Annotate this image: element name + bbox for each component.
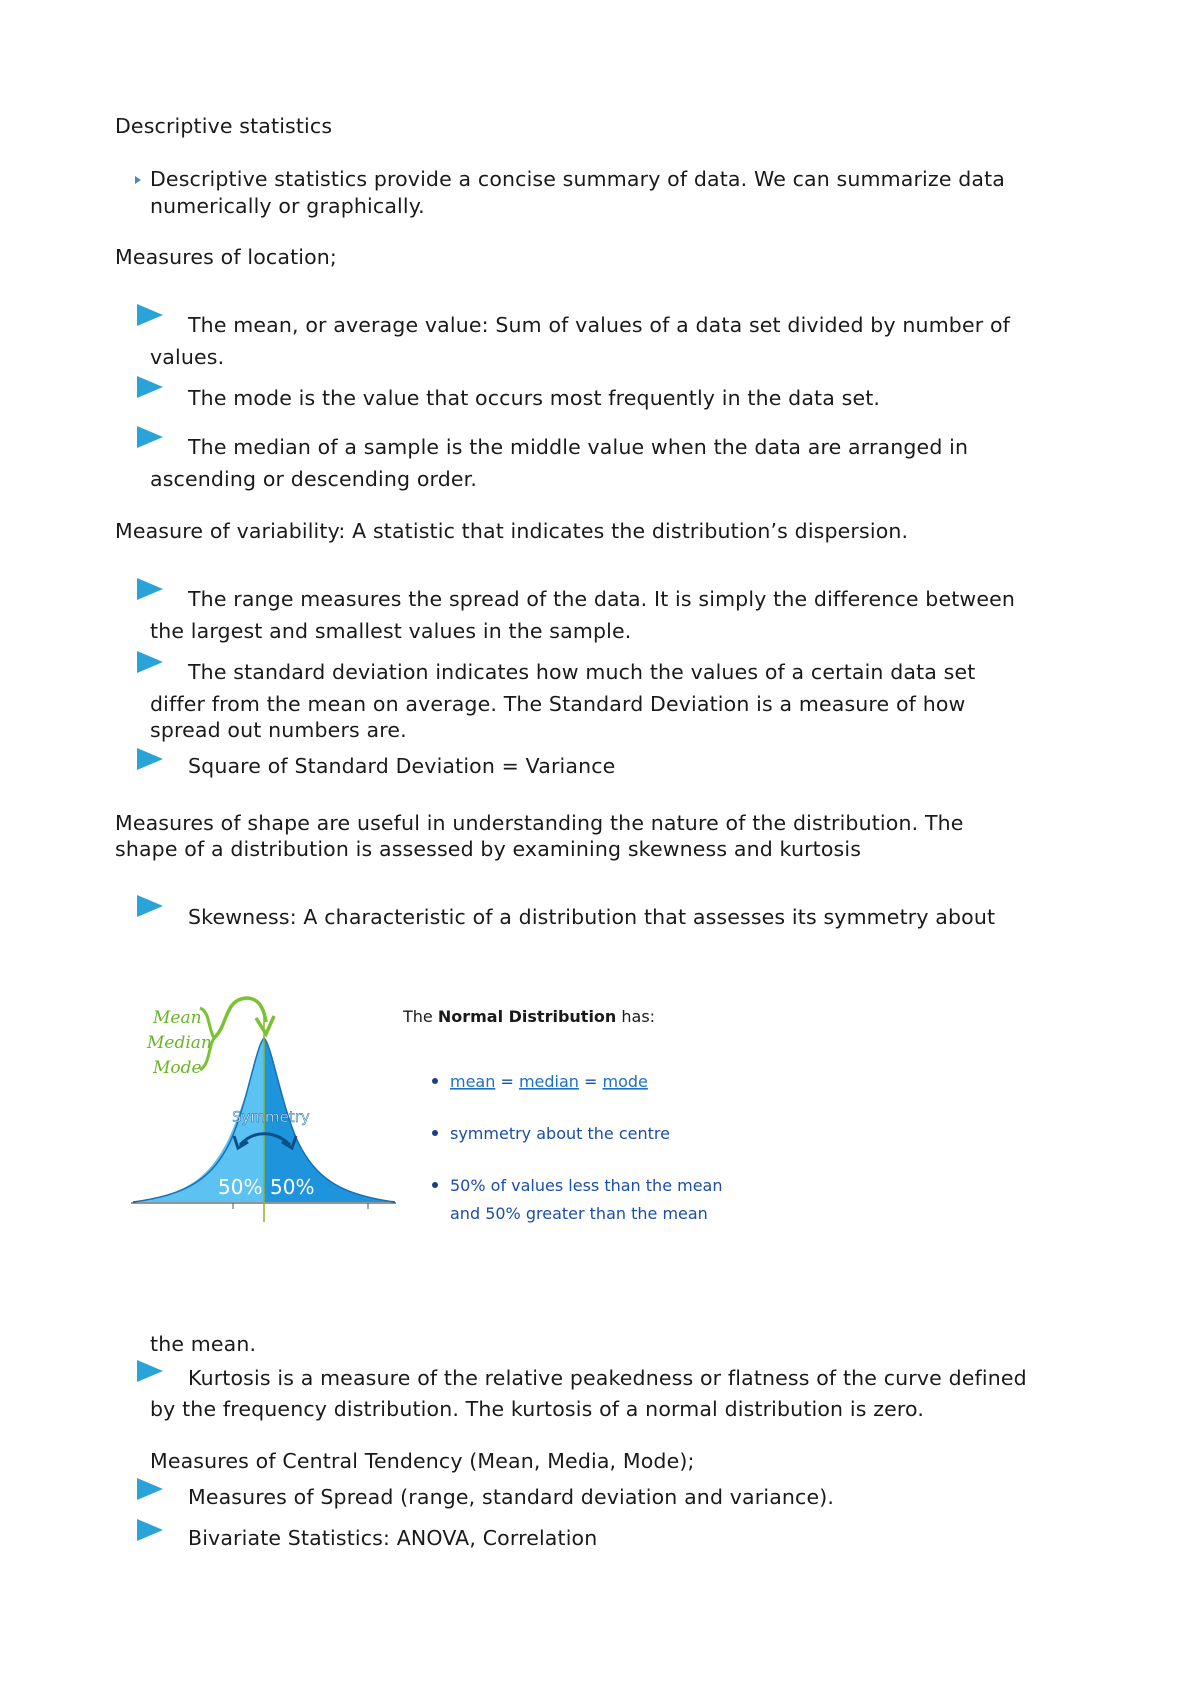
label-mean: Mean (153, 1008, 202, 1028)
label-right-50: 50% (270, 1175, 315, 1199)
label-mode: Mode (153, 1058, 202, 1078)
triangle-bullet-icon (137, 578, 163, 600)
small-triangle-bullet-icon (135, 176, 141, 184)
variance-line: Square of Standard Deviation = Variance (188, 754, 616, 778)
figure-bullet-icon (432, 1130, 438, 1136)
median-line-1: The median of a sample is the middle value when the data are arranged in (188, 435, 969, 459)
range-line-2: the largest and smallest values in the sample. (150, 619, 632, 643)
figure-bullet-icon (432, 1182, 438, 1188)
bivariate-line: Bivariate Statistics: ANOVA, Correlation (188, 1526, 598, 1550)
figure-bullet-2: symmetry about the centre (450, 1124, 670, 1143)
heading-descriptive-statistics: Descriptive statistics (115, 114, 333, 138)
triangle-bullet-icon (137, 304, 163, 326)
intro-line-1: Descriptive statistics provide a concise summary of data. We can summarize data (150, 167, 1006, 191)
triangle-bullet-icon (137, 748, 163, 770)
green-arrow-icon (214, 998, 266, 1038)
range-line-1: The range measures the spread of the data. It is simply the difference between (188, 587, 1015, 611)
triangle-bullet-icon (137, 426, 163, 448)
label-median: Median (147, 1033, 212, 1053)
mean-line-2: values. (150, 345, 225, 369)
intro-line-2: numerically or graphically. (150, 194, 425, 218)
figure-bullet-3-line-1: 50% of values less than the mean (450, 1176, 723, 1195)
normal-distribution-figure (128, 990, 748, 1240)
spread-line: Measures of Spread (range, standard deviation and variance). (188, 1485, 835, 1509)
shape-line-1: Measures of shape are useful in understanding the nature of the distribution. The (115, 811, 964, 835)
kurtosis-line-1: Kurtosis is a measure of the relative peakedness or flatness of the curve defined (188, 1366, 1027, 1390)
triangle-bullet-icon (137, 895, 163, 917)
triangle-bullet-icon (137, 1478, 163, 1500)
triangle-bullet-icon (137, 1360, 163, 1382)
skewness-line-1: Skewness: A characteristic of a distribution that assesses its symmetry about (188, 905, 996, 929)
label-left-50: 50% (218, 1175, 263, 1199)
label-symmetry: Symmetry (232, 1108, 310, 1126)
shape-line-2: shape of a distribution is assessed by examining skewness and kurtosis (115, 837, 862, 861)
central-tendency-line: Measures of Central Tendency (Mean, Media, Mode); (150, 1449, 695, 1473)
figure-bullet-icon (432, 1078, 438, 1084)
median-line-2: ascending or descending order. (150, 467, 478, 491)
triangle-bullet-icon (137, 1519, 163, 1541)
figure-bullet-3-line-2: and 50% greater than the mean (450, 1204, 708, 1223)
triangle-bullet-icon (137, 651, 163, 673)
skewness-line-2: the mean. (150, 1332, 257, 1356)
triangle-bullet-icon (137, 376, 163, 398)
kurtosis-line-2: by the frequency distribution. The kurtosis of a normal distribution is zero. (150, 1397, 925, 1421)
mode-line: The mode is the value that occurs most frequently in the data set. (188, 386, 881, 410)
mean-line-1: The mean, or average value: Sum of values of a data set divided by number of (188, 313, 1011, 337)
figure-bullet-1: mean = median = mode (450, 1072, 648, 1091)
sd-line-2: differ from the mean on average. The Standard Deviation is a measure of how (150, 692, 966, 716)
heading-variability: Measure of variability: A statistic that indicates the distribution’s dispersion. (115, 519, 909, 543)
figure-title: The Normal Distribution has: (403, 1007, 656, 1026)
sd-line-1: The standard deviation indicates how much the values of a certain data set (188, 660, 976, 684)
sd-line-3: spread out numbers are. (150, 718, 407, 742)
heading-measures-of-location: Measures of location; (115, 245, 337, 269)
